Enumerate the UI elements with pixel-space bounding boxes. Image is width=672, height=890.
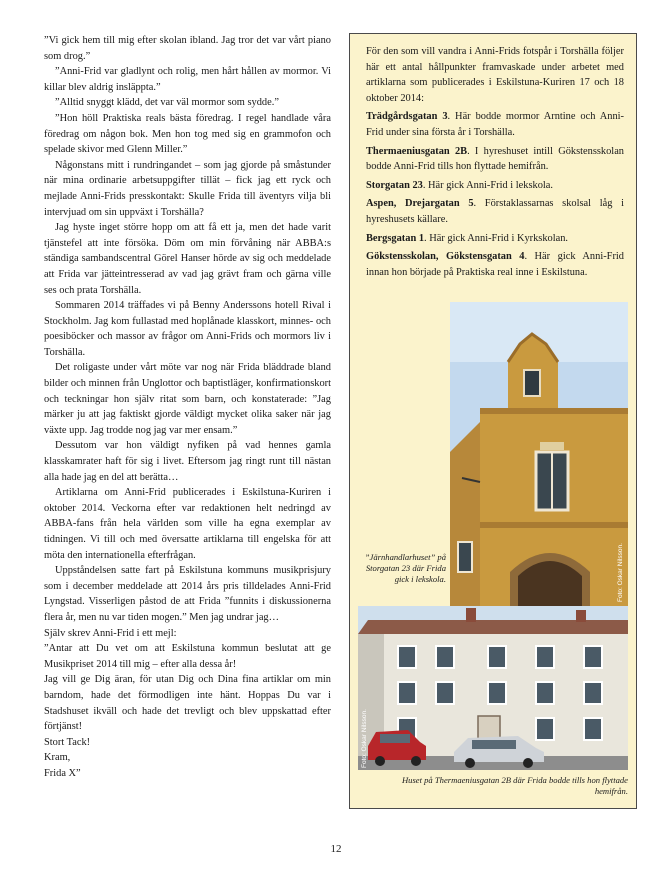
location-name: Aspen, Drejargatan 5 (366, 198, 474, 210)
location-name: Gökstensskolan, Gökstensgatan 4 (366, 251, 525, 263)
article-paragraph: ”Alltid snyggt klädd, det var väl mormor som sydde.” (55, 97, 279, 109)
article-paragraph: Kram, (44, 752, 71, 764)
location-name: Trädgårdsgatan 3 (366, 111, 448, 123)
photo-credit-2: Foto: Oskar Nilsson. (361, 709, 368, 768)
location-entry (366, 178, 624, 194)
article-paragraph: Det roligaste under vårt möte var nog när Frida bläddrade bland bilder och minnen från Unglottor och baptistläger, konfirmationskort och teckningar hon själv ritat som barn, och konstaterade: ”Jag märker ju att jag faktiskt gjorde väldigt mycket olika saker när jag växte upp. Jag trodde nog jag var mer ensam.” (44, 362, 331, 436)
article-paragraph: Själv skrev Anni-Frid i ett mejl: (44, 627, 177, 639)
location-description: . Här gick Anni-Frid innan hon började på Praktiska real inne i Eskilstuna. (366, 251, 624, 278)
photo-credit-1: Foto: Oskar Nilsson. (617, 543, 624, 602)
article-paragraph: ”Vi gick hem till mig efter skolan ibland. Jag tror det var vårt piano som drog.” (44, 35, 331, 62)
article-paragraph: Uppståndelsen satte fart på Eskilstuna kommuns musikprisjury som i december meddelade att 2014 års pris tilldelades Anni-Frid Lyngstad. Visserligen påstod de att Frida ”funnits i diskussionerna flera år, men nu var tiden mogen.” Men jag undrar jag… (44, 565, 331, 623)
location-name: Thermaeniusgatan 2B (366, 145, 468, 157)
walking-guide-box (349, 33, 637, 809)
thermaeniusgatan-caption: Huset på Thermaeniusgatan 2B där Frida bodde tills hon flyttade hemifrån. (401, 775, 628, 796)
walking-guide-text (366, 44, 624, 283)
location-list (366, 109, 624, 280)
article-paragraph: Dessutom var hon väldigt nyfiken på vad hennes gamla klasskamrater haft för sig i livet. Eftersom jag ringt runt till nästan alla hade jag en del att berätta… (44, 440, 331, 483)
guide-intro: För den som vill vandra i Anni-Frids fotspår i Torshälla följer här ett antal hållpunkter framvaskade under arbetet med artiklarna som publicerades i Eskilstuna-Kuriren 17 och 18 oktober 2014: (366, 46, 624, 104)
page-number: 12 (330, 843, 342, 855)
location-entry (366, 249, 624, 280)
article-paragraph: Stort Tack! (44, 736, 91, 748)
article-paragraph: Frida X” (44, 767, 81, 779)
article-paragraph: Sommaren 2014 träffades vi på Benny Anderssons hotell Rival i Stockholm. Jag kom fullastad med hoplånade klasskort, minnes- och poesiböcker och massor av frågor om Anni-Frids och mormors liv i Torshälla. (44, 300, 331, 358)
article-body (44, 33, 331, 782)
location-description: . Här bodde mormor Arntine och Anni-Frid under sina första år i Torshälla. (366, 111, 625, 138)
thermaeniusgatan-photo (358, 606, 628, 770)
location-description: . Förstaklassarnas skolsal låg i hyreshusets källare. (366, 198, 624, 225)
location-description: . I hyreshuset intill Gökstensskolan bodde Anni-Frid tills hon flyttade hemifrån. (366, 145, 625, 173)
location-description: . Här gick Anni-Frid i lekskola. (422, 179, 554, 191)
apartment-building-image (358, 606, 628, 770)
article-paragraph: ”Antar att Du vet om att Eskilstuna kommun beslutat att ge Musikpriset 2014 till mig – efter alla dessa år! (44, 643, 331, 670)
location-entry (366, 109, 624, 140)
article-paragraph: ”Anni-Frid var gladlynt och rolig, men hårt hållen av mormor. Vi killar blev aldrig insläppta.” (44, 66, 331, 93)
article-paragraph: Jag hyste inget större hopp om att få ett ja, men det hade varit tjänstefel att inte försöka. Döm om min förvåning när ABBA:s ständiga sambandscentral Görel Hanser hörde av sig och meddelade att Frida var jätteintresserad av vad jag grävt fram och gärna ville ses och prata Torshälla. (44, 222, 331, 296)
location-description: . Här gick Anni-Frid i Kyrkskolan. (424, 232, 569, 244)
article-paragraph: Artiklarna om Anni-Frid publicerades i Eskilstuna-Kuriren i oktober 2014. Veckorna efter var redaktionen helt nedringd av ABBA-fans från hela världen som ville ha egna exemplar av tidningen. Vi till och med översatte artiklarna till engelska för att möta den internationella efterfrågan. (44, 487, 331, 561)
storgatan-caption: ”Järnhandlarhuset” på Storgatan 23 där Frida gick i lekskola. (364, 552, 446, 584)
article-paragraph: Jag vill ge Dig äran, för utan Dig och Dina fina artiklar om min barndom, hade det förmodligen inte hänt. Hoppas Du var i Stadshuset ikväll och hade det trevligt och blev uppskattad efter förtjänst! (44, 674, 331, 733)
ochre-building-image (450, 302, 628, 606)
location-entry (366, 144, 624, 175)
storgatan-photo (450, 302, 628, 606)
location-name: Storgatan 23 (366, 179, 423, 191)
location-entry (366, 196, 624, 227)
article-paragraph: Någonstans mitt i rundringandet – som jag gjorde på småstunder när mina ordinarie arbetsuppgifter tillät – fick jag ett ryck och mejlade Anni-Frids presskontakt: Skulle Frida till äventyrs vilja bli intervjuad om sin uppväxt i Torshälla? (44, 159, 331, 218)
location-name: Bergsgatan 1 (366, 232, 425, 244)
article-paragraph: ”Hon höll Praktiska reals bästa föredrag. I regel handlade våra föredrag om någon bok. Men hon tog med sig en grammofon och spelade skivor med Glenn Miller.” (44, 112, 331, 156)
location-entry (366, 231, 624, 247)
